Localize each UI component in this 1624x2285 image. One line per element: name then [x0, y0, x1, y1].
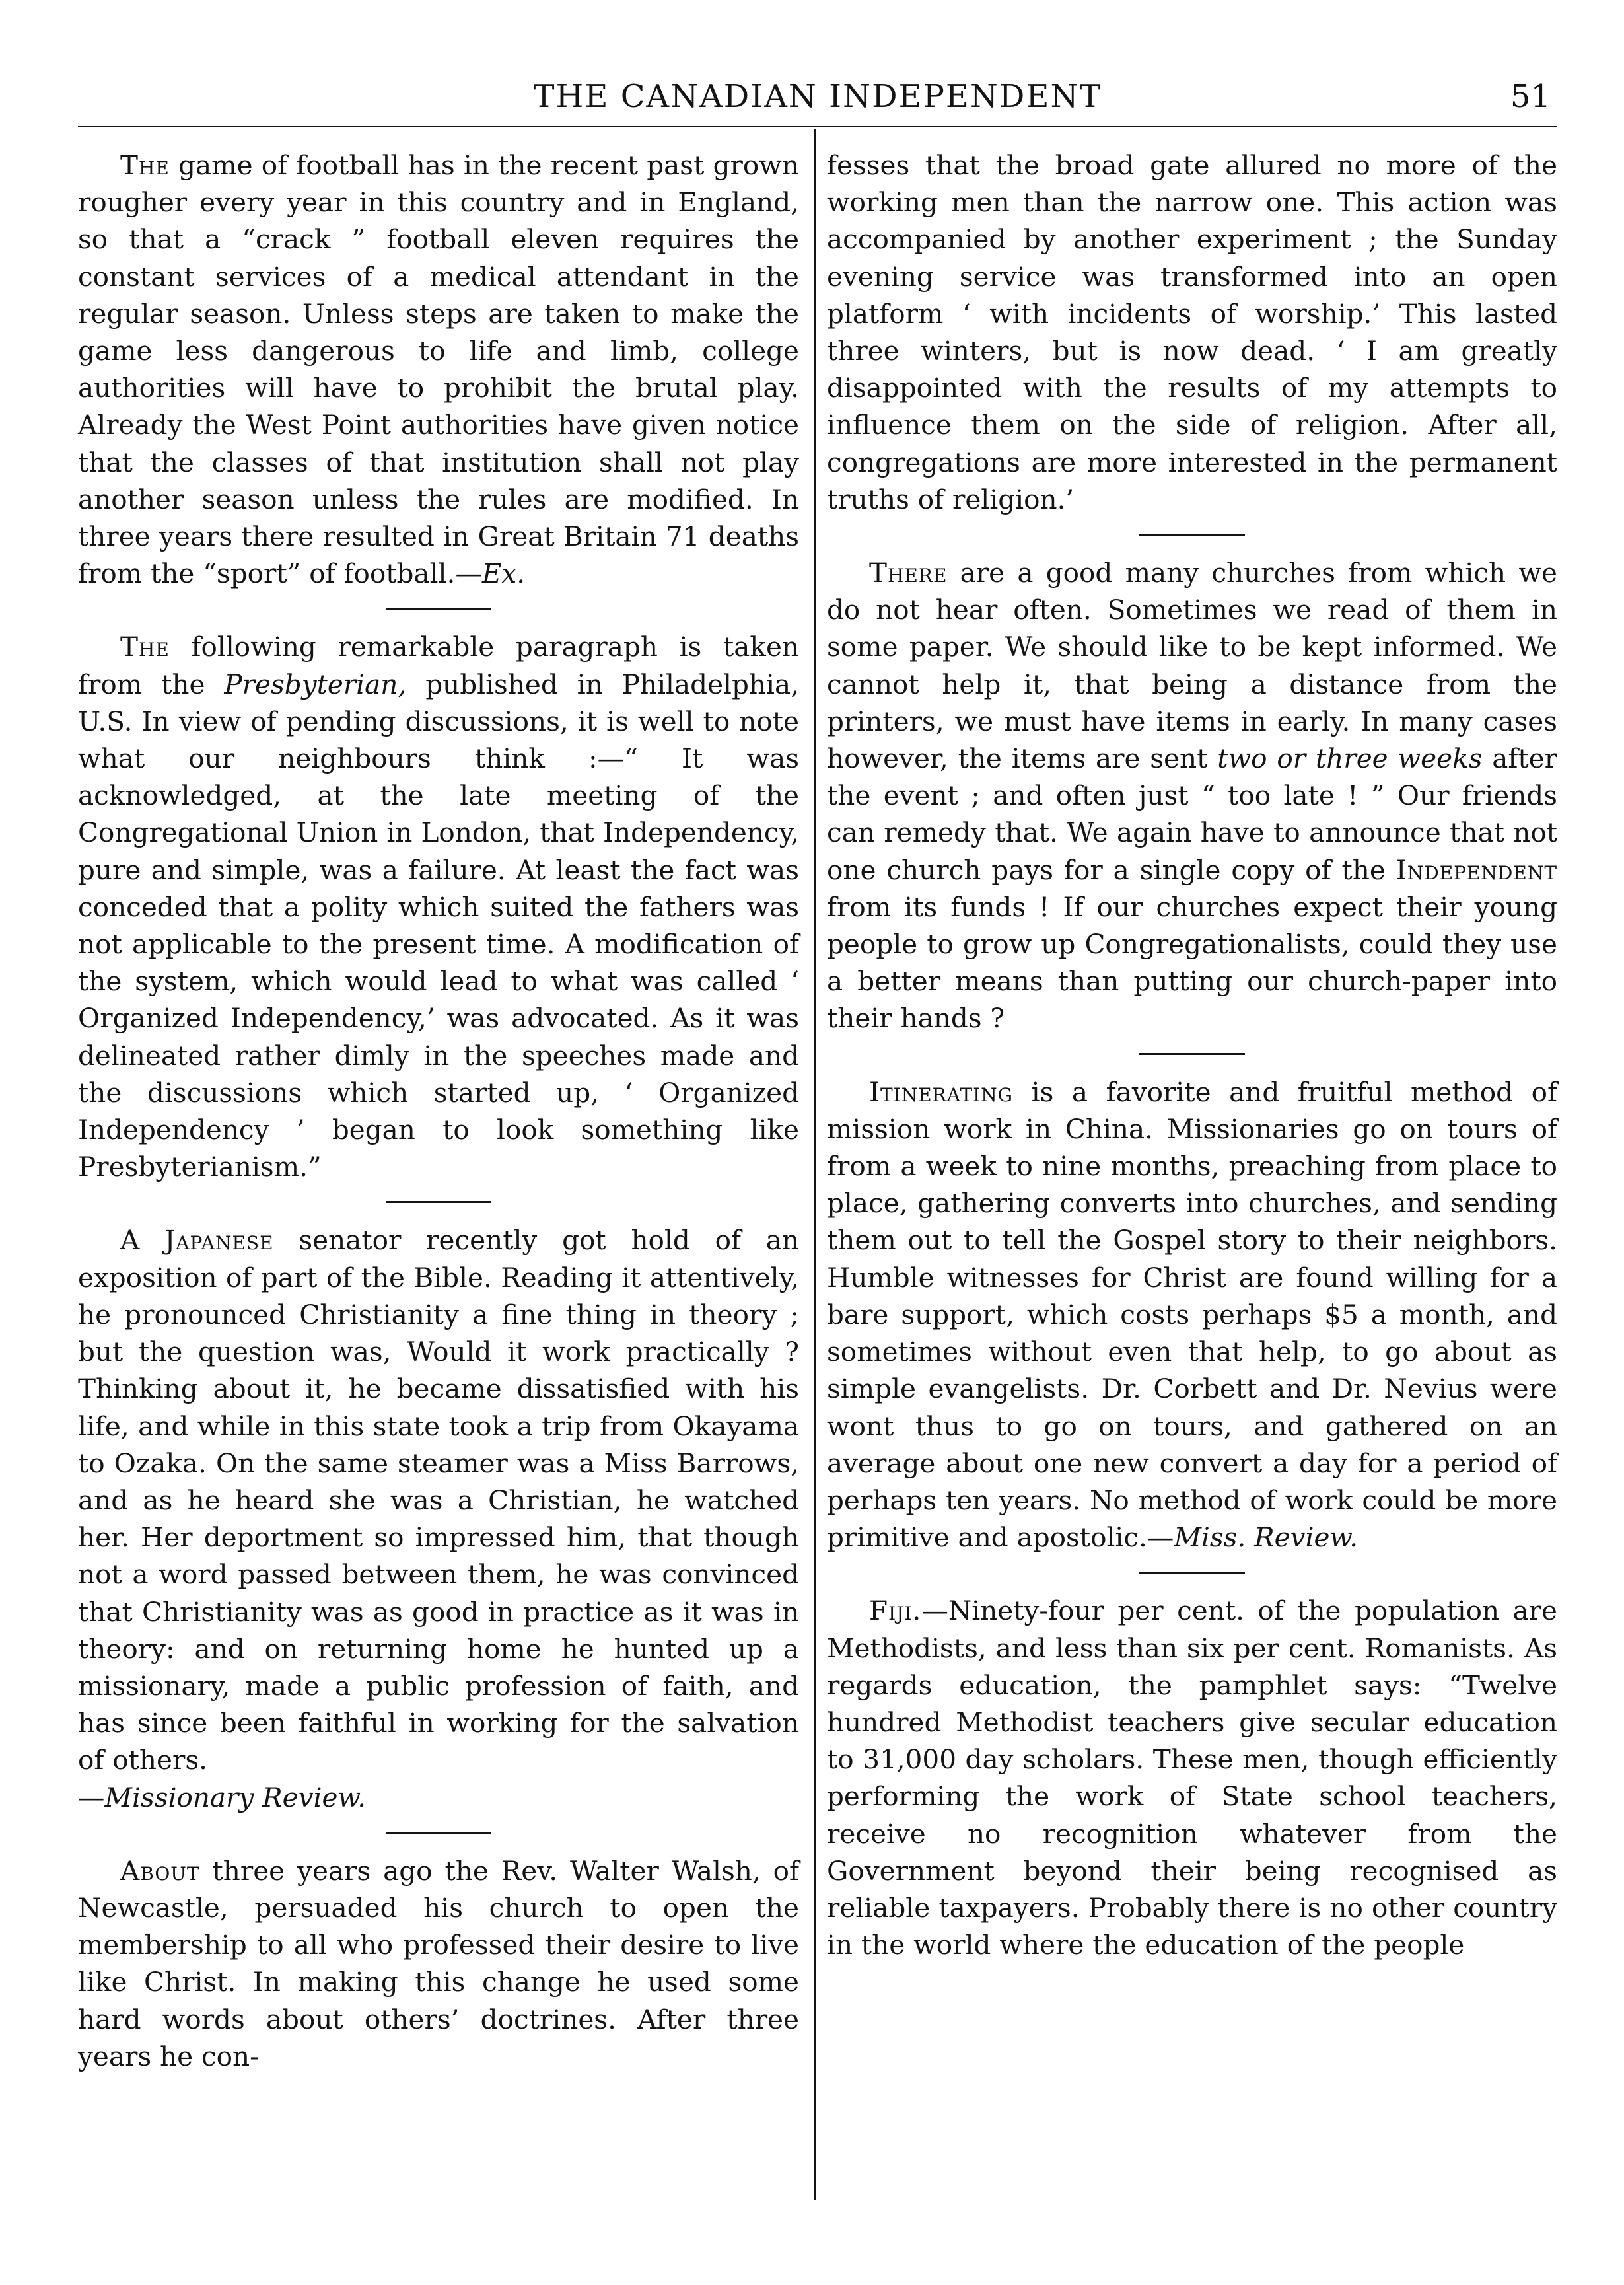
section-rule: [1139, 1572, 1245, 1574]
article-text: following remarkable paragraph is taken from the: [78, 631, 799, 700]
article-text: fesses that the broad gate allured no more of the working men than the narrow one. This action was accompanied by another experiment ; the Sunday evening service was transformed into an open platform ‘ with incidents of worship.’ This lasted three winters, but is now dead. ‘ I am greatly disappointed with the results of my attempts to influence them on the side of religion. After all, congregations are more interested in the permanent truths of religion.’: [827, 149, 1557, 515]
section-rule: [386, 1201, 491, 1203]
article-text: after the event ; and often just “ too late ! ” Our friends can remedy that. We again have to announce that not one church pays for a single copy of the: [827, 743, 1557, 886]
publication-name: Presbyterian,: [224, 668, 407, 700]
section-rule: [386, 1832, 491, 1834]
article-text: from its funds ! If our churches expect their young people to grow up Congregationalists, could they use a better means than putting our church-paper into their hands ?: [827, 890, 1557, 1034]
article-football: [78, 147, 799, 592]
article-source: Miss. Review.: [1174, 1521, 1359, 1554]
article-itinerating: [827, 1073, 1557, 1556]
left-column: [78, 147, 799, 2075]
lead-word: The: [120, 149, 170, 181]
lead-word: Fiji.: [869, 1595, 922, 1627]
lead-word: Japanese: [164, 1224, 274, 1256]
emphasis-text: two or three weeks: [1217, 743, 1483, 775]
page-header: [78, 78, 1557, 137]
article-text: senator recently got hold of an exposition of part of the Bible. Reading it attentively, he pronounced Christianity a fine thing in theory ; but the question was, Would it work practically ? Thinking about it, he became dissatisfied with his life, and while in this state took a trip from Okayama to Ozaka. On the same steamer was a Miss Barrows, and as he heard she was a Christian, he watched her. Her deportment so impressed him, that though not a word passed between them, he was convinced that Christianity was as good in practice as it was in theory: and on returning home he hunted up a missionary, made a public profession of faith, and has since been faithful in working for the salvation of others.: [78, 1224, 799, 1776]
article-walsh: [78, 1852, 799, 2075]
article-source: Ex.: [481, 558, 526, 590]
page-number: 51: [1510, 78, 1551, 115]
article-text: is a favorite and fruitful method of mission work in China. Missionaries go on tours of from a week to nine months, preaching from place to place, gathering converts into churches, and sending them out to tell the Gospel story to their neighbors. Humble witnesses for Christ are found willing for a bare support, which costs perhaps $5 a month, and sometimes without even that help, to go about as simple evangelists. Dr. Corbett and Dr. Nevius were wont thus to go on tours, and gathered on an average about one new convert a day for a period of perhaps ten years. No method of work could be more primitive and apostolic.—: [827, 1075, 1557, 1554]
article-japanese-senator: [78, 1221, 799, 1815]
column-divider: [814, 129, 816, 2200]
article-text: game of football has in the recent past grown rougher every year in this country and in England, so that a “crack ” football eleven requires the constant services of a medical attendant in the regular season. Unless steps are taken to make the game less dangerous to life and limb, college authorities will have to prohibit the brutal play. Already the West Point authorities have given notice that the classes of that institution shall not play another season unless the rules are modified. In three years there resulted in Great Britain 71 deaths from the “sport” of football.—: [78, 149, 799, 590]
article-text: published in Philadelphia, U.S. In view of pending discussions, it is well to note what our neighbours think :—“ It was acknowledged, at the late meeting of the Congregational Union in London, that Independency, pure and simple, was a failure. At least the fact was conceded that a polity which suited the fathers was not applicable to the present time. A modification of the system, which would lead to what was called ‘ Organized Independency,’ was advocated. As it was delineated rather dimly in the speeches made and the discussions which started up, ‘ Organized Independency ’ began to look something like Presbyterianism.”: [78, 668, 799, 1183]
lead-word: There: [869, 557, 948, 589]
article-churches: [827, 554, 1557, 1037]
publication-title: THE CANADIAN INDEPENDENT: [533, 78, 1102, 115]
article-walsh-continued: [827, 147, 1557, 518]
article-presbyterian: [78, 628, 799, 1185]
publication-name: Independent: [1395, 853, 1557, 886]
article-text: —Ninety-four per cent. of the population are Methodists, and less than six per cent. Romanists. As regards education, the pamphlet says: “Twelve hundred Methodist teachers give secular education to 31,000 day scholars. These men, though efficiently performing the work of State school teachers, receive no recognition whatever from the Government beyond their being recognised as reliable taxpayers. Probably there is no other country in the world where the education of the people: [827, 1595, 1557, 1961]
article-text: are a good many churches from which we do not hear often. Sometimes we read of them in some paper. We should like to be kept informed. We cannot help it, that being a distance from the printers, we must have items in early. In many cases however, the items are sent: [827, 557, 1557, 775]
right-column: [827, 147, 1557, 1963]
article-source: —Missionary Review.: [78, 1781, 367, 1813]
lead-word: Itinerating: [869, 1075, 1014, 1108]
lead-word: About: [120, 1854, 200, 1887]
article-text: three years ago the Rev. Walter Walsh, of Newcastle, persuaded his church to open the membership to all who professed their desire to live like Christ. In making this change he used some hard words about others’ doctrines. After three years he con-: [78, 1854, 799, 2072]
section-rule: [1139, 1053, 1245, 1055]
section-rule: [1139, 534, 1245, 536]
lead-article: A: [120, 1224, 165, 1256]
section-rule: [386, 608, 491, 610]
article-fiji: [827, 1592, 1557, 1963]
header-rule: [78, 126, 1557, 127]
lead-word: The: [120, 631, 170, 663]
